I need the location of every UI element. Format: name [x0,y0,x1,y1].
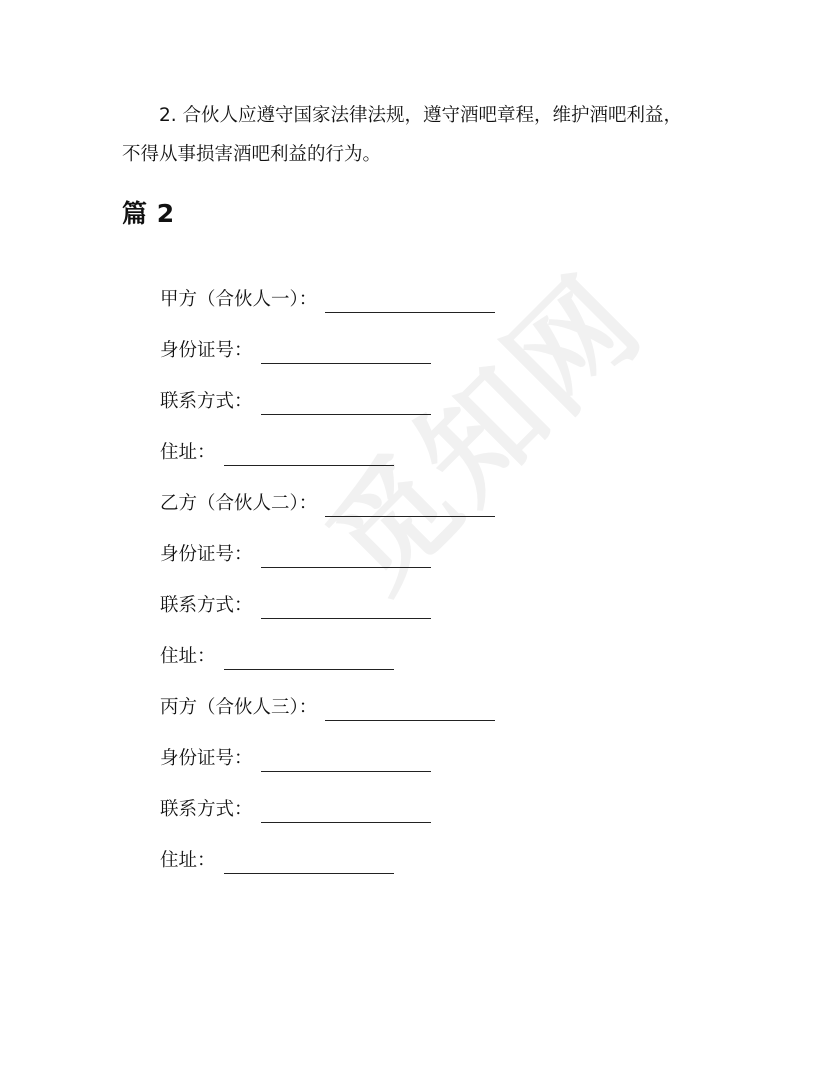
field-label: 住址： [160,850,216,871]
field-address [160,848,394,874]
field-id-number [160,338,431,364]
field-id-number [160,542,431,568]
fill-in-blank[interactable] [261,802,431,823]
field-label: 身份证号： [160,544,253,565]
fill-in-blank[interactable] [224,445,394,466]
fill-in-blank[interactable] [325,496,495,517]
fill-in-blank[interactable] [261,343,431,364]
field-label: 住址： [160,442,216,463]
section-heading: 篇 2 [122,199,175,228]
field-party-a [160,287,495,313]
field-label: 丙方（合伙人三）： [160,697,318,718]
fill-in-blank[interactable] [224,853,394,874]
field-label: 联系方式： [160,595,253,616]
field-contact [160,797,431,823]
field-party-c [160,695,495,721]
fill-in-blank[interactable] [261,751,431,772]
field-label: 联系方式： [160,799,253,820]
fill-in-blank[interactable] [325,292,495,313]
clause-line-1: 2. 合伙人应遵守国家法律法规，遵守酒吧章程，维护酒吧利益， [159,105,683,126]
clause-line-2: 不得从事损害酒吧利益的行为。 [122,144,382,165]
fill-in-blank[interactable] [325,700,495,721]
field-label: 身份证号： [160,748,253,769]
paragraph-clause-2 [122,96,712,174]
field-party-b [160,491,495,517]
watermark: 觅知网 [303,250,670,617]
field-id-number [160,746,431,772]
field-label: 甲方（合伙人一）： [160,289,318,310]
fill-in-blank[interactable] [261,547,431,568]
field-label: 乙方（合伙人二）： [160,493,318,514]
fill-in-blank[interactable] [261,598,431,619]
field-contact [160,389,431,415]
field-label: 住址： [160,646,216,667]
fill-in-blank[interactable] [224,649,394,670]
field-contact [160,593,431,619]
field-label: 身份证号： [160,340,253,361]
field-label: 联系方式： [160,391,253,412]
fill-in-blank[interactable] [261,394,431,415]
field-address [160,440,394,466]
field-address [160,644,394,670]
